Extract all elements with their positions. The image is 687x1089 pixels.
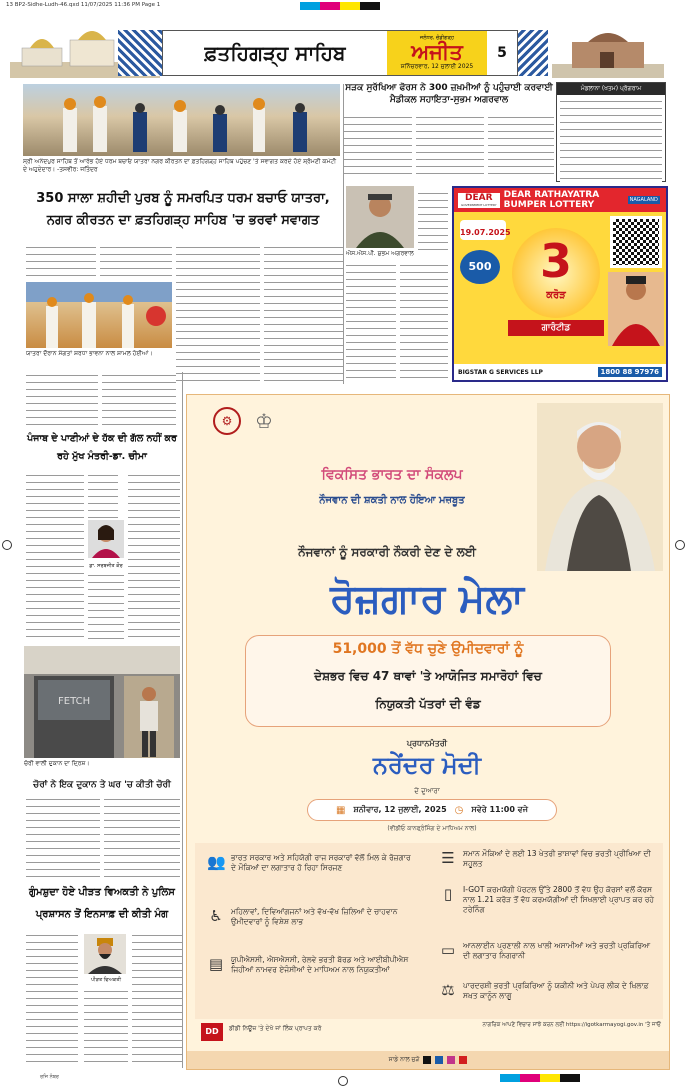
- theft-story-text-1: [26, 796, 100, 878]
- edition-title: ਫ਼ਤਹਿਗੜ੍ਹ ਸਾਹਿਬ: [163, 31, 387, 75]
- feature-item: [439, 981, 659, 1001]
- ad-line2: ਦੇਸ਼ਭਰ ਵਿਚ 47 ਥਾਵਾਂ 'ਤੇ ਆਯੋਜਿਤ ਸਮਾਰੋਹਾਂ ਵਿਚ: [314, 669, 542, 683]
- instagram-icon[interactable]: [447, 1056, 455, 1064]
- prize-amount: 3: [539, 234, 572, 288]
- color-bar: [500, 1074, 580, 1082]
- missing-story-text-2: [84, 988, 128, 1062]
- column-divider: [182, 372, 183, 1068]
- feature-text: ਪਾਰਦਰਸ਼ੀ ਭਰਤੀ ਪ੍ਰਕਿਰਿਆ ਨੂੰ ਯਕੀਨੀ ਅਤੇ ਪੇਪਰ ਲੀਕ ਦੇ ਖ਼ਿਲਾਫ਼ ਸਖ਼ਤ ਕਾਨੂੰਨ ਲਾਗੂ: [463, 981, 649, 1000]
- registration-mark-icon: [2, 540, 12, 550]
- guarantee-ribbon: ਗਾਰੰਟੀਡ: [508, 320, 604, 336]
- pm-label: ਪ੍ਰਧਾਨਮੰਤਰੀ: [406, 739, 448, 748]
- headline-main: 350 ਸਾਲਾ ਸ਼ਹੀਦੀ ਪੁਰਬ ਨੂੰ ਸਮਰਪਿਤ ਧਰਮ ਬਚਾਓ ਯਾਤਰਾ, ਨਗਰ ਕੀਰਤਨ ਦਾ ਫ਼ਤਹਿਗੜ੍ਹ ਸਾਹਿਬ 'ਚ ਭਰਵਾਂ ਸਵਾਗਤ: [36, 191, 330, 228]
- facebook-icon[interactable]: [435, 1056, 443, 1064]
- headline-road-safety: ਸੜਕ ਸੁਰੱਖਿਆ ਫੋਰਸ ਨੇ 300 ਜ਼ਖ਼ਮੀਆਂ ਨੂੰ ਪਹੁੰਚਾਈ ਕਰਵਾਈ ਮੈਡੀਕਲ ਸਹਾਇਤਾ-ਸੁਭਮ ਅਗਰਵਾਲ: [345, 83, 553, 105]
- footer-slug: ਰਜਿ ਨੰਬਰ: [40, 1074, 59, 1080]
- road-safety-body-col2: [416, 114, 484, 180]
- sangat-photo: [26, 282, 172, 348]
- feature-text: I-GOT ਕਰਮਯੋਗੀ ਪੋਰਟਲ ਉੱਤੇ 2800 ਤੋਂ ਵੱਧ ਉਹ ਕੋਰਸਾਂ ਵਲੋਂ ਕੋਰਸ ਨਾਲ 1.21 ਕਰੋੜ ਤੋਂ ਵੱਧ ਕਰਮਯੋਗੀਆਂ ਦੀ ਸਿਖਲਾਈ ਪ੍ਰਾਪਤ ਕਰ ਰਹੇ ਟਰੇਨਿੰਗ: [463, 885, 655, 914]
- column-divider: [343, 84, 344, 384]
- color-bar: [300, 2, 380, 10]
- procession-photo: [23, 84, 340, 156]
- feature-text: ਯੂਪੀਐਸਸੀ, ਐਸਐਸਸੀ, ਰੇਲਵੇ ਭਰਤੀ ਬੋਰਡ ਅਤੇ ਆਈਬੀਪੀਐਸ ਜਿਹੀਆਂ ਨਾਮਵਰ ਏਜੰਸੀਆਂ ਦੇ ਮਾਧਿਅਮ ਨਾਲ ਨਿਯੁਕਤੀਆਂ: [231, 955, 409, 974]
- feedback-note[interactable]: ਨਾਗਰਿਕ ਆਪਣੇ ਵਿਚਾਰ ਸਾਂਝੇ ਕਰਨ ਲਈ https://igotkarmayogi.gov.in 'ਤੇ ਜਾਓ: [482, 1022, 661, 1028]
- rozgar-mela-title: ਰੋਜ਼ਗਾਰ ਮੇਲਾ: [330, 576, 524, 622]
- feature-text: ਭਾਰਤ ਸਰਕਾਰ ਅਤੇ ਸਹਿਯੋਗੀ ਰਾਜ ਸਰਕਾਰਾਂ ਵੱਲੋਂ ਮਿਲ ਕੇ ਰੋਜ਼ਗਾਰ ਦੇ ਮੌਕਿਆਂ ਦਾ ਲਗਾਤਾਰ ਹੋ ਰਿਹਾ ਸਿਰਜਣ: [231, 853, 411, 872]
- x-icon[interactable]: [423, 1056, 431, 1064]
- draw-date-badge: [460, 220, 511, 240]
- water-story-text-3: [128, 472, 180, 642]
- man-photo: [84, 934, 126, 974]
- lottery-state: NAGALAND: [629, 197, 658, 203]
- ad-line1: 51,000 ਤੋਂ ਵੱਧ ਚੁਣੇ ਉਮੀਦਵਾਰਾਂ ਨੂੰ: [332, 641, 524, 657]
- railway-logo: ⚙: [213, 407, 241, 435]
- missing-story-text-1: [26, 932, 78, 1062]
- tagline-line1: ਵਿਕਸਿਤ ਭਾਰਤ ਦਾ ਸੰਕਲਪ: [321, 467, 463, 483]
- woman-caption: ਡਾ. ਸਰਬਜੀਤ ਕੌਰ: [89, 563, 123, 569]
- ad-intro: ਨੌਜਵਾਨਾਂ ਨੂੰ ਸਰਕਾਰੀ ਨੌਕਰੀ ਦੇਣ ਦੇ ਲਈ: [298, 545, 476, 559]
- registration-mark-icon: [675, 540, 685, 550]
- feature-text: ਆਨਲਾਈਨ ਪ੍ਰਣਾਲੀ ਨਾਲ ਖਾਲੀ ਅਸਾਮੀਆਂ ਅਤੇ ਭਰਤੀ ਪ੍ਰਕਿਰਿਆ ਦੀ ਲਗਾਤਾਰ ਨਿਗਰਾਨੀ: [463, 941, 651, 960]
- page-number: 5: [497, 45, 507, 61]
- officer-body-col1: [346, 262, 396, 382]
- feature-item: [207, 907, 417, 927]
- procession-body-col1: [26, 244, 96, 278]
- feature-item: [207, 853, 417, 873]
- procession-body-col3: [176, 244, 260, 384]
- brand-name: ਅਜੀਤ: [411, 40, 463, 64]
- monitor-icon: ▭: [440, 941, 456, 959]
- monument-illustration: [552, 26, 664, 78]
- social-label: ਸਾਡੇ ਨਾਲ ਜੁੜੋ: [388, 1056, 420, 1063]
- ad-line3: ਨਿਯੁਕਤੀ ਪੱਤਰਾਂ ਦੀ ਵੰਡ: [375, 697, 481, 711]
- prize-unit: ਕਰੋੜ: [546, 290, 566, 301]
- lottery-dealer: BIGSTAR G SERVICES LLP: [458, 368, 543, 376]
- feature-item: [439, 941, 659, 961]
- headline-water: ਪੰਜਾਬ ਦੇ ਪਾਣੀਆਂ ਦੇ ਹੱਕ ਦੀ ਗੱਲ ਨਹੀਂ ਕਰ ਰਹੇ ਮੁੱਖ ਮੰਤਰੀ-ਡਾ. ਚੀਮਾ: [27, 433, 177, 462]
- ticket-price-badge: [460, 250, 500, 284]
- program-box-text: [560, 98, 662, 182]
- officer-photo: [346, 186, 414, 248]
- event-time: ਸਵੇਰੇ 11:00 ਵਜੇ: [471, 805, 528, 814]
- woman-photo: [88, 520, 124, 558]
- feature-item: [207, 955, 417, 975]
- people-icon: 👥: [207, 853, 226, 871]
- program-box-title: ਮੰਡਲਾਨਾ (ਖਤਮ) ਪ੍ਰੋਗਰਾਮ: [557, 83, 665, 95]
- procession-body-col4: [264, 244, 344, 384]
- ticket-price: 500: [468, 260, 492, 273]
- man-caption: ਪੀੜਤ ਵਿਅਕਤੀ: [91, 977, 121, 983]
- brand-subline: ਜਲੰਧਰ, ਚੰਡੀਗੜ੍ਹ: [419, 35, 454, 41]
- lottery-brand: DEAR: [465, 192, 493, 203]
- event-datetime-bar: [307, 799, 557, 821]
- qr-code[interactable]: [610, 216, 662, 268]
- headline-missing: ਗੁੰਮਸ਼ੁਦਾ ਹੋਏ ਪੀੜਤ ਵਿਅਕਤੀ ਨੇ ਪੁਲਿਸ ਪ੍ਰਸ਼ਾਸਨ ਤੋਂ ਇਨਸਾਫ਼ ਦੀ ਕੀਤੀ ਮੰਗ: [29, 887, 175, 920]
- lottery-brand-sub: GOVERNMENT LOTTERY: [461, 202, 497, 207]
- celebrity-photo: [608, 272, 664, 346]
- calendar-icon: ▦: [336, 804, 346, 816]
- road-safety-body-col3: [488, 114, 554, 180]
- newspaper-logo: [387, 31, 487, 75]
- form-icon: ☰: [441, 849, 455, 867]
- shop-photo: [24, 646, 180, 758]
- clock-icon: ◷: [454, 804, 464, 816]
- dd-note: ਡੀਡੀ ਨਿਊਜ਼ 'ਤੇ ਦੇਖੋ ਜਾਂ ਲਿੰਕ ਪ੍ਰਾਪਤ ਕਰੋ: [229, 1025, 322, 1032]
- officer-body-col2: [400, 262, 448, 382]
- gavel-icon: ⚖: [441, 981, 455, 999]
- theft-story-text-2: [104, 796, 180, 878]
- pm-name: ਨਰੇਂਦਰ ਮੋਦੀ: [373, 751, 481, 779]
- svg-text:FETCH: FETCH: [58, 696, 91, 707]
- shop-photo-caption: ਚੋਰੀ ਵਾਲੀ ਦੁਕਾਨ ਦਾ ਦ੍ਰਿਸ਼।: [24, 760, 90, 767]
- lottery-phone[interactable]: 1800 88 97976: [598, 367, 662, 377]
- lottery-advertisement[interactable]: [452, 186, 668, 382]
- feature-text: ਸਮਾਨ ਮੌਕਿਆਂ ਦੇ ਲਈ 13 ਖੇਤਰੀ ਭਾਸ਼ਾਵਾਂ ਵਿਚ ਭਰਤੀ ਪ੍ਰੀਖਿਆ ਦੀ ਸਹੂਲਤ: [463, 849, 651, 868]
- top-photo-caption: ਸ੍ਰੀ ਅਨੰਦਪੁਰ ਸਾਹਿਬ ਤੋਂ ਆਰੰਭ ਹੋਏ ਧਰਮ ਬਚਾਓ ਯਾਤਰਾ ਨਗਰ ਕੀਰਤਨ ਦਾ ਫ਼ਤਹਿਗੜ੍ਹ ਸਾਹਿਬ ਪਹੁੰਚਣ 'ਤੇ ਸਵਾਗਤ ਕਰਦੇ ਹੋਏ ਸ਼੍ਰੋਮਣੀ ਕਮੇਟੀ ਦੇ ਅਹੁਦੇਦਾਰ। -ਤਸਵੀਰ: ਜਤਿੰਦਰ: [23, 158, 337, 173]
- officer-caption: ਐਸ.ਐਸ.ਪੀ. ਸ਼ੁਭਮ ਅਗਰਵਾਲ: [346, 250, 414, 257]
- prime-minister-portrait: [537, 403, 663, 571]
- masthead: [162, 30, 518, 76]
- print-slug: 13 BP2-Sidhe-Ludh-46.qxd 11/07/2025 11:36 PM Page 1: [6, 2, 161, 8]
- officer-side-text: [418, 190, 448, 250]
- national-emblem-icon: ♔: [255, 409, 273, 433]
- rozgar-mela-advertisement: [186, 394, 670, 1070]
- left-story-text-2: [102, 372, 176, 428]
- water-story-text-4: [88, 572, 124, 642]
- social-bar: [187, 1051, 669, 1069]
- lottery-title: DEAR RATHAYATRA BUMPER LOTTERY: [503, 190, 600, 210]
- masthead-ornament-left: [118, 30, 162, 76]
- missing-story-text-3: [132, 932, 182, 1062]
- draw-date: 19.07.2025: [460, 228, 511, 237]
- issue-date: ਸ਼ਨਿੱਚਰਵਾਰ, 12 ਜੁਲਾਈ 2025: [400, 63, 474, 70]
- registration-mark-icon: [338, 1076, 348, 1086]
- masthead-ornament-right: [518, 30, 548, 76]
- event-date: ਸ਼ਨੀਵਾਰ, 12 ਜੁਲਾਈ, 2025: [353, 805, 447, 814]
- sangat-photo-caption: ਯਾਤਰਾ ਦੌਰਾਨ ਸੰਗਤਾਂ ਸ਼ਰਧਾ ਭਾਵਨਾ ਨਾਲ ਸ਼ਾਮਲ ਹੋਈਆਂ।: [26, 350, 153, 357]
- road-safety-body-col1: [344, 114, 412, 180]
- video-conference-note: (ਵੀਡੀਓ ਕਾਨਫ੍ਰੰਸਿੰਗ ਦੇ ਮਾਧਿਅਮ ਨਾਲ): [387, 825, 477, 832]
- youtube-icon[interactable]: [459, 1056, 467, 1064]
- by-text: ਦੇ ਦੁਆਰਾ: [414, 787, 440, 795]
- headline-theft: ਚੋਰਾਂ ਨੇ ਇਕ ਦੁਕਾਨ ਤੇ ਘਰ 'ਚ ਕੀਤੀ ਚੋਰੀ: [33, 780, 171, 790]
- procession-body-col2: [100, 244, 172, 278]
- document-icon: ▤: [208, 955, 224, 973]
- mobile-icon: ▯: [443, 885, 453, 903]
- feature-item: [439, 849, 659, 869]
- water-story-text-2: [88, 472, 118, 518]
- dd-logo: DD: [201, 1023, 223, 1041]
- accessibility-icon: ♿: [209, 907, 223, 925]
- water-story-text-1: [26, 472, 84, 642]
- feature-text: ਮਹਿਲਾਵਾਂ, ਦਿਵਿਆਂਗਜਨਾਂ ਅਤੇ ਵੱਖ-ਵੱਖ ਜ਼ਿਲਿਆਂ ਦੇ ਚਾਹਵਾਨ ਉਮੀਦਵਾਰਾਂ ਨੂੰ ਵਿਸ਼ੇਸ਼ ਲਾਭ: [231, 907, 398, 926]
- program-box: [556, 82, 666, 182]
- prize-circle: [512, 228, 600, 318]
- left-story-text-1: [26, 372, 98, 428]
- feature-item: [439, 885, 659, 915]
- tagline-line2: ਨੌਜਵਾਨ ਦੀ ਸ਼ਕਤੀ ਨਾਲ ਹੋਇਆ ਮਜ਼ਬੂਤ: [319, 495, 465, 506]
